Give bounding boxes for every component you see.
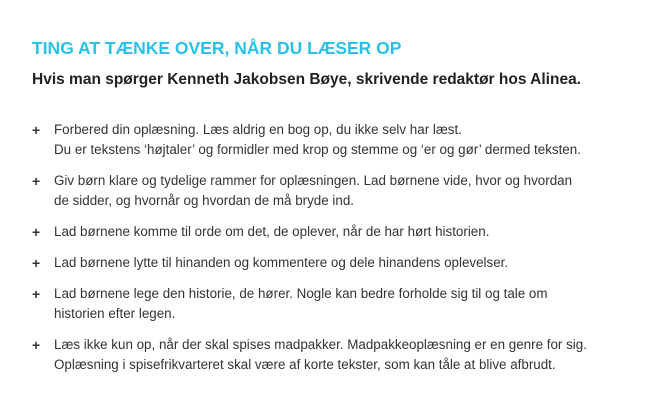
plus-bullet-icon: + — [32, 224, 41, 240]
plus-bullet-icon: + — [32, 337, 41, 353]
tip-text-line: Oplæsning i spisefrikvarteret skal være af korte tekster, som kan tåle at blive afbrudt. — [54, 357, 556, 372]
plus-bullet-icon: + — [32, 286, 41, 302]
tip-text-line: Du er tekstens ‘højtaler’ og formidler med krop og stemme og ‘er og gør’ dermed teksten. — [54, 142, 581, 157]
plus-bullet-icon: + — [32, 173, 41, 189]
tip-text-line: Læs ikke kun op, når der skal spises madpakker. Madpakkeoplæsning er en genre for sig. — [54, 337, 587, 352]
tip-item — [32, 120, 632, 160]
tip-text-line: Forbered din oplæsning. Læs aldrig en bog op, du ikke selv har læst. — [54, 122, 462, 137]
plus-bullet-icon: + — [32, 255, 41, 271]
tip-item — [32, 171, 632, 211]
tip-text-line: Lad børnene lytte til hinanden og kommentere og dele hinandens oplevelser. — [54, 255, 509, 270]
tip-text-line: de sidder, og hvornår og hvordan de må bryde ind. — [54, 193, 354, 208]
tips-list — [32, 120, 632, 386]
tip-text-line: historien efter legen. — [54, 306, 176, 321]
tip-text-line: Giv børn klare og tydelige rammer for oplæsningen. Lad børnene vide, hvor og hvordan — [54, 173, 573, 188]
plus-bullet-icon: + — [32, 122, 41, 138]
section-subheading: Hvis man spørger Kenneth Jakobsen Bøye, skrivende redaktør hos Alinea. — [32, 71, 581, 88]
tip-text-line: Lad børnene komme til orde om det, de oplever, når de har hørt historien. — [54, 224, 490, 239]
tip-item — [32, 253, 632, 273]
section-heading: TING AT TÆNKE OVER, NÅR DU LÆSER OP — [32, 38, 402, 58]
tip-item — [32, 335, 632, 375]
tip-item — [32, 222, 632, 242]
tip-item — [32, 284, 632, 324]
tip-text-line: Lad børnene lege den historie, de hører. Nogle kan bedre forholde sig til og tale om — [54, 286, 548, 301]
